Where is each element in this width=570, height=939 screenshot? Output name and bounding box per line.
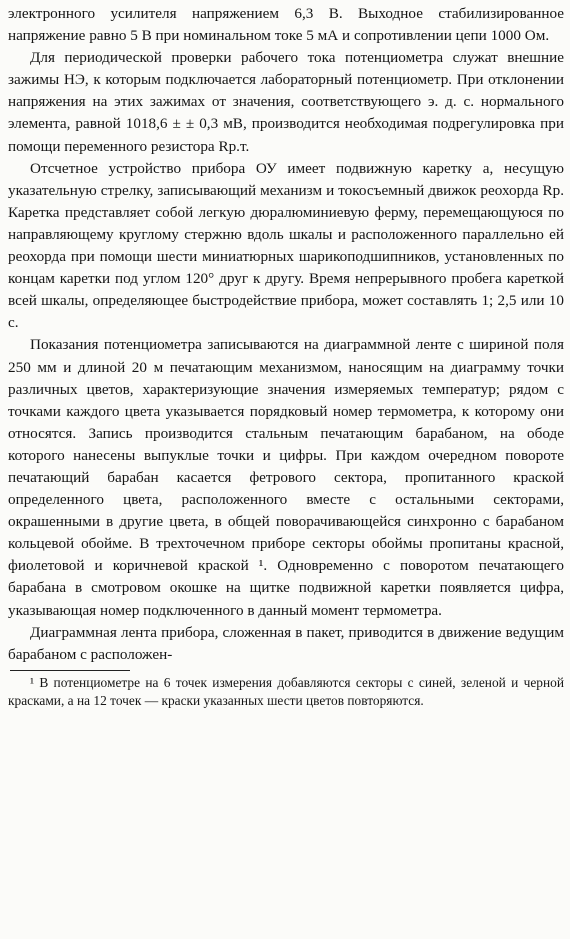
footnote-divider xyxy=(10,670,130,671)
paragraph-readout-device: Отсчетное устройство прибора ОУ имеет подвижную каретку а, несущую указательную стрелку, записывающий механизм и токосъемный движок реохорда Rр. Каретка представляет собой легкую дюралюминиевую ферму, перемещающуюся по направляющему круглому стержню вдоль шкалы и расположенного параллельно ей реохорда при помощи шести миниатюрных шарикоподшипников, установленных по концам каретки под углом 120° друг к другу. Время непрерывного пробега кареткой всей шкалы, определяющее быстродействие прибора, может составлять 1; 2,5 или 10 с. xyxy=(8,159,564,332)
paragraph-power-supply: электронного усилителя напряжением 6,3 В. Выходное стабилизированное напряжение равно 5 В при номинальном токе 5 мА и сопротивлении цепи 1000 Ом. xyxy=(8,5,564,45)
footnote xyxy=(8,674,564,711)
footnote-text: ¹ В потенциометре на 6 точек измерения добавляются секторы с синей, зеленой и черной красками, а на 12 точек — краски указанных шести цветов повторяются. xyxy=(8,674,564,709)
paragraph-chart-recording: Показания потенциометра записываются на диаграммной ленте с шириной поля 250 мм и длиной 20 м печатающим механизмом, наносящим на диаграмму точки различных цветов, характеризующие значения измеряемых температур; рядом с точками каждого цвета указывается порядковый номер термометра, к которому они относятся. Запись производится стальным печатающим барабаном, на ободе которого нанесены выпуклые точки и цифры. При каждом очередном повороте печатающий барабан касается фетрового сектора, пропитанного краской определенного цвета, расположенного вместе с остальными секторами, окрашенными в другие цвета, в общей поворачивающейся синхронно с барабаном кольцевой обойме. В трехточечном приборе секторы обоймы пропитаны красной, фиолетовой и коричневой краской ¹. Одновременно с поворотом печатающего барабана в смотровом окошке на щитке подвижной каретки появляется цифра, указывающая номер подключенного в данный момент термометра. xyxy=(8,336,564,619)
body-text xyxy=(8,3,564,666)
paragraph-chart-tape: Диаграммная лента прибора, сложенная в пакет, приводится в движение ведущим барабаном с расположен- xyxy=(8,623,564,663)
paragraph-current-check: Для периодической проверки рабочего тока потенциометра служат внешние зажимы НЭ, к которым подключается лабораторный потенциометр. При отклонении напряжения на этих зажимах от значения, соответствующего э. д. с. нормального элемента, равной 1018,6 ± ± 0,3 мВ, производится необходимая подрегулировка при помощи переменного резистора Rр.т. xyxy=(8,49,564,155)
